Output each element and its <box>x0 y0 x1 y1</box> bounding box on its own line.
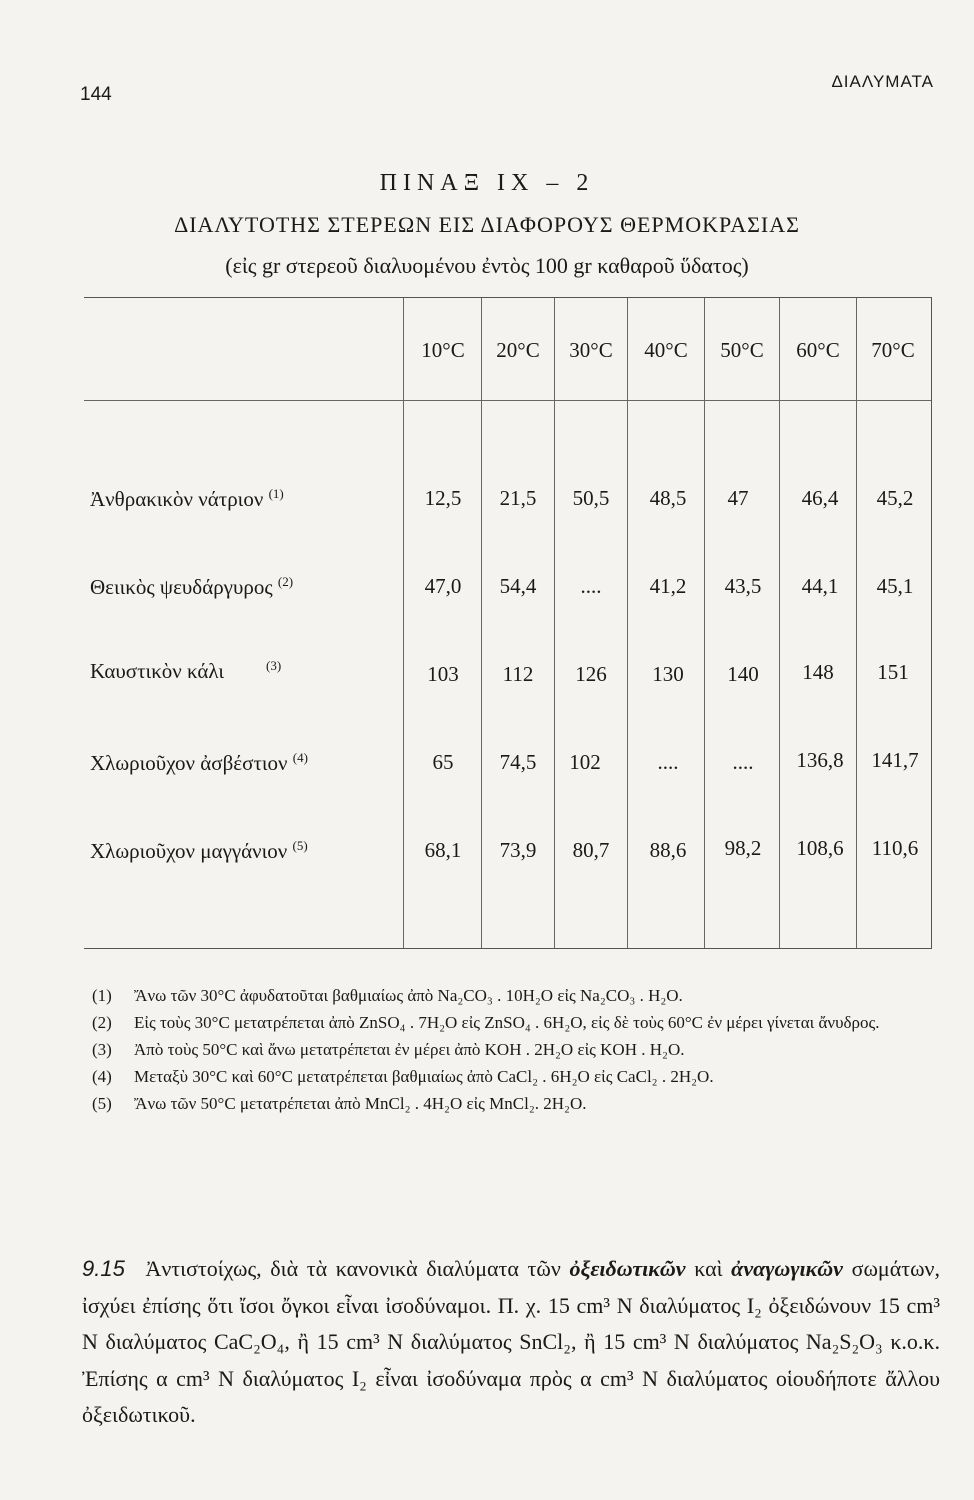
section-paragraph: 9.15 Ἀντιστοίχως, διὰ τὰ κανονικὰ διαλύματα τῶν ὀξειδωτικῶν καὶ ἀναγωγικῶν σωμάτων, ἰσχύει ἐπίσης ὅτι ἴσοι ὄγκοι εἶναι ἰσοδύναμοι. Π. χ. 15 cm³ N διαλύματος I₂ ὀξειδώνουν 15 cm³ N διαλύματος CaC₂O₄, ἢ 15 cm³ N διαλύματος SnCl₂, ἢ 15 cm³ N διαλύματος Na₂S₂O₃ κ.ο.κ. Ἐπίσης α cm³ N διαλύματος I₂ εἶναι ἰσοδύναμα πρὸς α cm³ N διαλύματος οἱουδήποτε ἄλλου ὀξειδωτικοῦ. <box>82 1256 941 1427</box>
footnotes <box>92 984 942 1119</box>
table-cell: 110,6 <box>871 836 919 860</box>
table-cell: 130 <box>652 662 684 686</box>
table-cell: 141,7 <box>871 748 919 772</box>
table-cell: 45,1 <box>876 574 914 598</box>
solubility-table <box>84 297 932 949</box>
table-subtitle: ΔΙΑΛΥΤΟΤΗΣ ΣΤΕΡΕΩΝ ΕΙΣ ΔΙΑΦΟΡΟΥΣ ΘΕΡΜΟΚΡΑΣΙΑΣ <box>174 212 800 237</box>
row-label: Χλωριοῦχον ἀσβέστιον $^{(4)}$ <box>90 750 308 775</box>
footnote: (5) Ἄνω τῶν 50°C μετατρέπεται ἀπὸ MnCl₂ . 4H₂O εἰς MnCl₂. 2H₂O. <box>92 1094 587 1113</box>
table-cell: 47 <box>727 486 749 510</box>
table-cell: 108,6 <box>796 836 844 860</box>
table-cell: 44,1 <box>801 574 839 598</box>
table-cell: 80,7 <box>572 838 610 862</box>
table-cell: 45,2 <box>876 486 914 510</box>
table-cell: 140 <box>727 662 759 686</box>
table-cell: 41,2 <box>649 574 687 598</box>
temp-header: 60°C <box>796 338 840 362</box>
table-cell: 68,1 <box>424 838 462 862</box>
table-cell: 98,2 <box>724 836 762 860</box>
emphasis: ἀναγωγικῶν <box>731 1256 843 1281</box>
table-cell: 48,5 <box>649 486 687 510</box>
table-cell: 136,8 <box>796 748 844 772</box>
table-title: ΠΙΝΑΞ IX – 2 <box>379 170 595 196</box>
footnote: (2) Εἰς τοὺς 30°C μετατρέπεται ἀπὸ ZnSO₄ . 7H₂O εἰς ZnSO₄ . 6H₂O, εἰς δὲ τοὺς 60°C ἐν μέρει γίνεται ἄνυδρος. <box>92 1013 880 1032</box>
emphasis: ὀξειδωτικῶν <box>569 1256 686 1281</box>
table-cell: 12,5 <box>424 486 462 510</box>
table-cell: 46,4 <box>801 486 839 510</box>
table-cell: 88,6 <box>649 838 687 862</box>
row-label: Χλωριοῦχον μαγγάνιον $^{(5)}$ <box>90 838 308 863</box>
page-number: 144 <box>80 84 112 105</box>
table-cell: 54,4 <box>499 574 537 598</box>
table-cell: 50,5 <box>572 486 610 510</box>
footnote: (4) Μεταξὺ 30°C καὶ 60°C μετατρέπεται βαθμιαίως ἀπὸ CaCl₂ . 6H₂O εἰς CaCl₂ . 2H₂O. <box>92 1067 714 1086</box>
row-label: Ἀνθρακικὸν νάτριον $^{(1)}$ <box>90 486 284 511</box>
temp-header: 70°C <box>871 338 915 362</box>
table-cell: 126 <box>575 662 607 686</box>
temp-header: 10°C <box>421 338 465 362</box>
table-caption: (εἰς gr στερεοῦ διαλυομένου ἐντὸς 100 gr καθαροῦ ὕδατος) <box>225 253 749 278</box>
footnote: (3) Ἀπὸ τοὺς 50°C καὶ ἄνω μετατρέπεται ἐν μέρει ἀπὸ KOH . 2H₂O εἰς KOH . H₂O. <box>92 1040 685 1059</box>
temp-header: 50°C <box>720 338 764 362</box>
table-cell: 73,9 <box>499 838 537 862</box>
table-cell: .... <box>732 750 754 774</box>
table-cell: 74,5 <box>499 750 537 774</box>
table-cell: 148 <box>802 660 834 684</box>
temp-header: 20°C <box>496 338 540 362</box>
table-cell: 47,0 <box>424 574 462 598</box>
row-label: Θειικὸς ψευδάργυρος $^{(2)}$ <box>90 574 294 599</box>
table-cell: .... <box>657 750 679 774</box>
temp-header: 40°C <box>644 338 688 362</box>
row-label: Καυστικὸν κάλι $^{(3)}$ <box>90 658 282 683</box>
running-head: ΔΙΑΛΥΜΑΤΑ <box>831 72 934 91</box>
table-cell: 65 <box>432 750 454 774</box>
table-cell: 102 <box>569 750 601 774</box>
temp-header: 30°C <box>569 338 613 362</box>
section-number: 9.15 <box>82 1256 125 1281</box>
table-cell: 103 <box>427 662 459 686</box>
table-cell: 43,5 <box>724 574 762 598</box>
table-cell: .... <box>580 574 602 598</box>
footnote: (1) Ἄνω τῶν 30°C ἀφυδατοῦται βαθμιαίως ἀπὸ Na₂CO₃ . 10H₂O εἰς Na₂CO₃ . H₂O. <box>92 986 683 1005</box>
table-cell: 21,5 <box>499 486 537 510</box>
table-cell: 112 <box>502 662 534 686</box>
table-cell: 151 <box>877 660 909 684</box>
